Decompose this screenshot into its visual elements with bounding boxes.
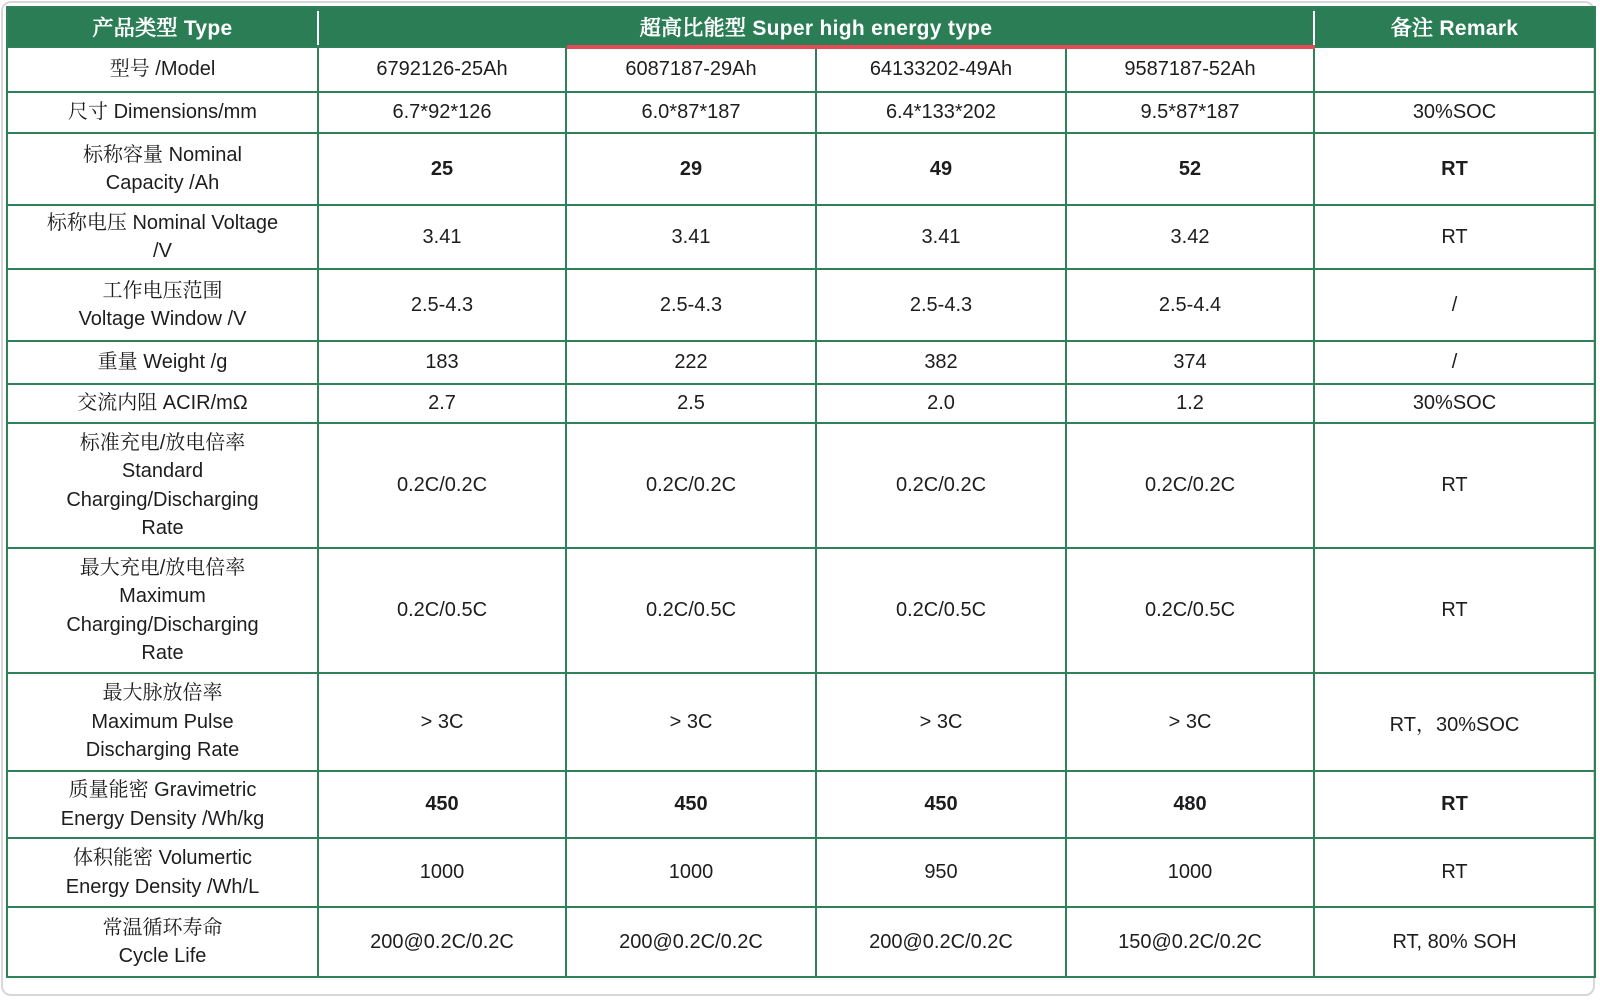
cell-value: 9587187-52Ah [1066, 47, 1314, 92]
cell-value: > 3C [566, 673, 816, 771]
row-label: 标称电压 Nominal Voltage /V [7, 205, 318, 269]
table-row [7, 269, 1595, 341]
cell-value: > 3C [816, 673, 1066, 771]
remark-cell: RT [1314, 771, 1595, 838]
spec-sheet-card [1, 1, 1595, 996]
cell-value: 1000 [1066, 838, 1314, 907]
table-wrapper [6, 6, 1590, 978]
cell-value: 6792126-25Ah [318, 47, 566, 92]
cell-value: 6.7*92*126 [318, 92, 566, 133]
cell-value: 49 [816, 133, 1066, 205]
remark-cell: / [1314, 269, 1595, 341]
cell-value: 0.2C/0.5C [566, 548, 816, 673]
header-divider [1313, 11, 1315, 45]
remark-cell [1314, 47, 1595, 92]
row-label: 最大脉放倍率 Maximum Pulse Discharging Rate [7, 673, 318, 771]
cell-value: 450 [566, 771, 816, 838]
table-row [7, 341, 1595, 384]
cell-value: 450 [816, 771, 1066, 838]
cell-value: 1000 [318, 838, 566, 907]
row-label: 重量 Weight /g [7, 341, 318, 384]
cell-value: 3.42 [1066, 205, 1314, 269]
cell-value: 52 [1066, 133, 1314, 205]
cell-value: 480 [1066, 771, 1314, 838]
table-row [7, 423, 1595, 548]
cell-value: 0.2C/0.2C [1066, 423, 1314, 548]
table-row [7, 133, 1595, 205]
table-row [7, 205, 1595, 269]
cell-value: 0.2C/0.5C [1066, 548, 1314, 673]
cell-value: 0.2C/0.2C [318, 423, 566, 548]
cell-value: 6.0*87*187 [566, 92, 816, 133]
cell-value: 2.5 [566, 384, 816, 423]
cell-value: 374 [1066, 341, 1314, 384]
cell-value: 2.7 [318, 384, 566, 423]
cell-value: 1000 [566, 838, 816, 907]
battery-spec-table [6, 6, 1596, 978]
row-label: 尺寸 Dimensions/mm [7, 92, 318, 133]
cell-value: > 3C [1066, 673, 1314, 771]
cell-value: 183 [318, 341, 566, 384]
cell-value: 1.2 [1066, 384, 1314, 423]
cell-value: 200@0.2C/0.2C [566, 907, 816, 977]
cell-value: 3.41 [318, 205, 566, 269]
remark-cell: RT, 80% SOH [1314, 907, 1595, 977]
cell-value: 222 [566, 341, 816, 384]
cell-value: 2.5-4.3 [318, 269, 566, 341]
header-product-type: 产品类型 Type [7, 7, 318, 47]
cell-value: 3.41 [816, 205, 1066, 269]
table-row [7, 92, 1595, 133]
table-row [7, 771, 1595, 838]
cell-value: 2.5-4.3 [816, 269, 1066, 341]
header-accent-underline [567, 45, 1315, 49]
row-label: 常温循环寿命 Cycle Life [7, 907, 318, 977]
remark-cell: 30%SOC [1314, 384, 1595, 423]
cell-value: 950 [816, 838, 1066, 907]
cell-value: 25 [318, 133, 566, 205]
cell-value: 150@0.2C/0.2C [1066, 907, 1314, 977]
cell-value: 6087187-29Ah [566, 47, 816, 92]
cell-value: 450 [318, 771, 566, 838]
cell-value: 0.2C/0.5C [318, 548, 566, 673]
row-label: 标称容量 Nominal Capacity /Ah [7, 133, 318, 205]
cell-value: 0.2C/0.5C [816, 548, 1066, 673]
remark-cell: RT，30%SOC [1314, 673, 1595, 771]
row-label: 型号 /Model [7, 47, 318, 92]
cell-value: 9.5*87*187 [1066, 92, 1314, 133]
table-row [7, 673, 1595, 771]
cell-value: 6.4*133*202 [816, 92, 1066, 133]
table-row [7, 548, 1595, 673]
remark-cell: RT [1314, 205, 1595, 269]
table-row [7, 384, 1595, 423]
header-group-title: 超高比能型 Super high energy type [318, 7, 1314, 47]
cell-value: 200@0.2C/0.2C [816, 907, 1066, 977]
table-row [7, 907, 1595, 977]
cell-value: 382 [816, 341, 1066, 384]
row-label: 体积能密 Volumertic Energy Density /Wh/L [7, 838, 318, 907]
cell-value: 3.41 [566, 205, 816, 269]
cell-value: 29 [566, 133, 816, 205]
row-label: 交流内阻 ACIR/mΩ [7, 384, 318, 423]
header-divider [317, 11, 319, 45]
row-label: 质量能密 Gravimetric Energy Density /Wh/kg [7, 771, 318, 838]
cell-value: 200@0.2C/0.2C [318, 907, 566, 977]
row-label: 最大充电/放电倍率 Maximum Charging/Discharging Rate [7, 548, 318, 673]
row-label: 标准充电/放电倍率 Standard Charging/Discharging Rate [7, 423, 318, 548]
remark-cell: RT [1314, 548, 1595, 673]
remark-cell: RT [1314, 423, 1595, 548]
cell-value: 2.0 [816, 384, 1066, 423]
header-remark: 备注 Remark [1314, 7, 1595, 47]
remark-cell: 30%SOC [1314, 92, 1595, 133]
table-row [7, 838, 1595, 907]
cell-value: 0.2C/0.2C [566, 423, 816, 548]
row-label: 工作电压范围 Voltage Window /V [7, 269, 318, 341]
cell-value: 0.2C/0.2C [816, 423, 1066, 548]
cell-value: > 3C [318, 673, 566, 771]
remark-cell: / [1314, 341, 1595, 384]
remark-cell: RT [1314, 133, 1595, 205]
remark-cell: RT [1314, 838, 1595, 907]
table-row [7, 47, 1595, 92]
cell-value: 2.5-4.3 [566, 269, 816, 341]
cell-value: 2.5-4.4 [1066, 269, 1314, 341]
header-row [7, 7, 1595, 47]
cell-value: 64133202-49Ah [816, 47, 1066, 92]
